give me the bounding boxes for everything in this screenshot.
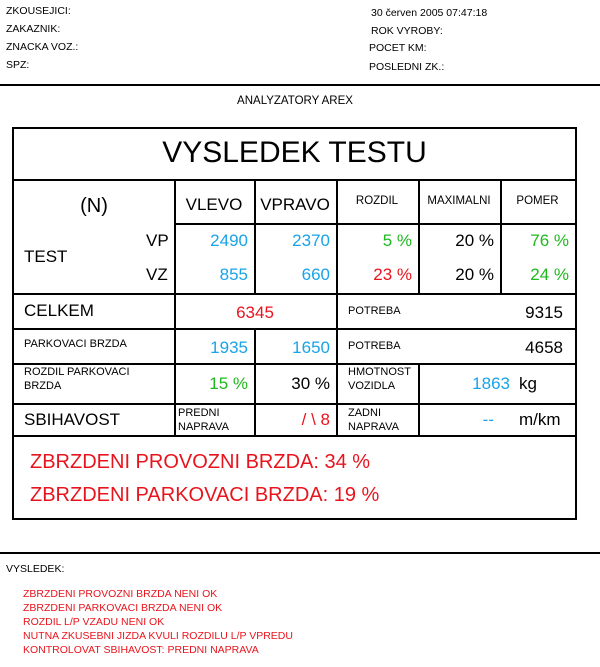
title-divider xyxy=(14,179,575,181)
convergence-rear-line-box xyxy=(336,405,418,433)
result-line-1: ZBRZDENI PROVOZNI BRZDA NENI OK xyxy=(23,588,218,600)
service-brake-summary: ZBRZDENI PROVOZNI BRZDA: 34 % xyxy=(30,451,371,473)
plate-label: SPZ: xyxy=(6,59,30,71)
front-convergence-value: / \ 8 xyxy=(301,410,330,429)
vehicle-brand-label: ZNACKA VOZ.: xyxy=(6,41,79,53)
max-header: MAXIMALNI xyxy=(427,195,491,207)
vehicle-mass-unit: kg xyxy=(519,374,537,393)
parking-row-divider xyxy=(14,363,575,365)
parking-diff-label-line1: ROZDIL PARKOVACI xyxy=(24,366,130,378)
total-row-divider xyxy=(14,328,575,330)
left-header: VLEVO xyxy=(185,195,243,214)
rear-right-value: 660 xyxy=(301,265,330,284)
rear-convergence-value: -- xyxy=(482,410,494,429)
axle-front-label: VP xyxy=(146,231,169,250)
parking-right-value: 1650 xyxy=(292,338,330,357)
header-divider xyxy=(0,84,600,86)
parking-label: PARKOVACI BRZDA xyxy=(24,338,127,350)
tester-label: ZKOUSEJICI: xyxy=(6,5,71,17)
result-label: VYSLEDEK: xyxy=(6,563,65,575)
result-divider xyxy=(0,552,600,554)
report-table xyxy=(12,127,577,437)
convergence-front-line-box xyxy=(174,405,254,433)
datetime: 30 červen 2005 07:47:18 xyxy=(371,7,488,19)
diff-header: ROZDIL xyxy=(355,195,399,207)
rear-left-value: 855 xyxy=(219,265,248,284)
mileage-label: POCET KM: xyxy=(369,42,427,54)
col-divider-3 xyxy=(336,179,338,435)
total-label: CELKEM xyxy=(24,301,94,320)
convergence-unit: m/km xyxy=(519,410,561,429)
test-row-divider xyxy=(14,293,575,295)
total-need-label: POTREBA xyxy=(348,305,401,317)
front-axle-label-line1: PREDNI xyxy=(178,407,220,419)
total-value: 6345 xyxy=(236,303,274,322)
header-row-divider xyxy=(174,223,575,225)
axle-rear-label: VZ xyxy=(146,265,168,284)
convergence-label: SBIHAVOST xyxy=(24,410,121,429)
result-line-4: NUTNA ZKUSEBNI JIZDA KVULI ROZDILU L/P VPREDU xyxy=(23,630,293,642)
front-right-value: 2370 xyxy=(292,231,330,250)
production-year-label: ROK VYROBY: xyxy=(371,25,443,37)
parking-brake-summary: ZBRZDENI PARKOVACI BRZDA: 19 % xyxy=(30,484,380,506)
front-ratio-value: 76 % xyxy=(530,231,569,250)
front-left-value: 2490 xyxy=(210,231,248,250)
summary-frame xyxy=(12,435,577,520)
right-header: VPRAVO xyxy=(260,195,330,214)
parking-need-label: POTREBA xyxy=(348,340,401,352)
total-need-value: 9315 xyxy=(525,303,563,322)
rear-diff-value: 23 % xyxy=(373,265,412,284)
last-inspection-label: POSLEDNI ZK.: xyxy=(369,61,445,73)
subtitle: ANALYZATORY AREX xyxy=(237,95,353,107)
test-label: TEST xyxy=(24,247,68,266)
rear-max-value: 20 % xyxy=(455,265,494,284)
rear-axle-label-line2: NAPRAVA xyxy=(348,421,399,433)
customer-label: ZAKAZNIK: xyxy=(6,23,61,35)
vehicle-mass-label-line2: VOZIDLA xyxy=(348,380,396,392)
result-line-5: KONTROLOVAT SBIHAVOST: PREDNI NAPRAVA xyxy=(23,644,259,656)
result-line-2: ZBRZDENI PARKOVACI BRZDA NENI OK xyxy=(23,602,223,614)
parking-diff-row-divider xyxy=(14,403,575,405)
rear-ratio-value: 24 % xyxy=(530,265,569,284)
unit-header: (N) xyxy=(80,195,108,217)
parking-left-value: 1935 xyxy=(210,338,248,357)
front-max-value: 20 % xyxy=(455,231,494,250)
parking-need-value: 4658 xyxy=(525,338,563,357)
front-axle-label-line2: NAPRAVA xyxy=(178,421,229,433)
parking-diff-max: 30 % xyxy=(291,374,330,393)
vehicle-mass-value: 1863 xyxy=(472,374,510,393)
rear-axle-label-line1: ZADNI xyxy=(348,407,381,419)
parking-diff-value: 15 % xyxy=(209,374,248,393)
ratio-header: POMER xyxy=(516,195,559,207)
front-diff-value: 5 % xyxy=(382,231,412,250)
parking-diff-label-line2: BRZDA xyxy=(24,380,62,392)
report-title: VYSLEDEK TESTU xyxy=(162,136,427,169)
vehicle-mass-label-line1: HMOTNOST xyxy=(348,366,411,378)
result-line-3: ROZDIL L/P VZADU NENI OK xyxy=(23,616,165,628)
